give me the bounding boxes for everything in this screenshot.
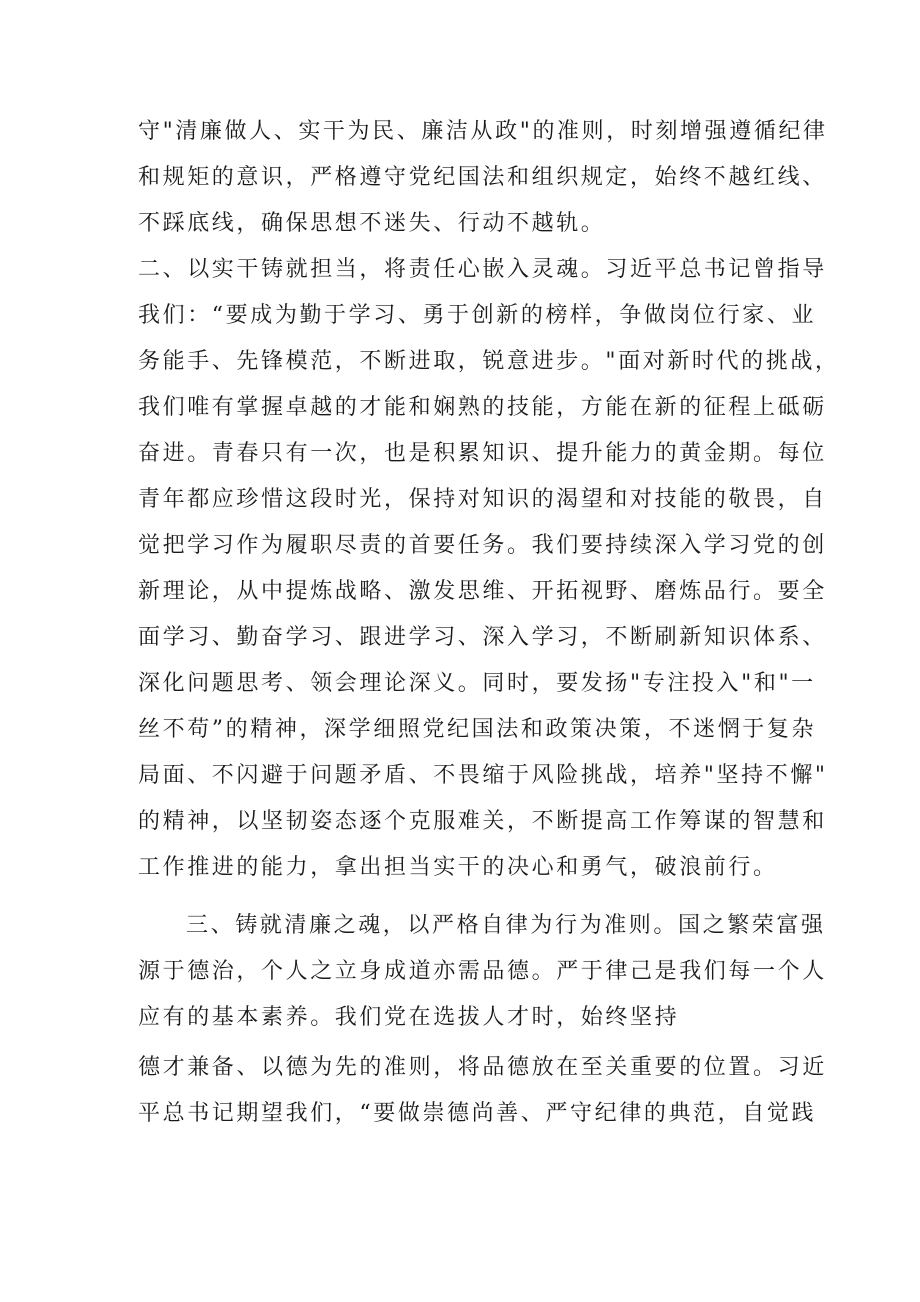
text-line-22: 平总书记期望我们，“要做崇德尚善、严守纪律的典范，自觉践 <box>138 1101 817 1126</box>
text-line-8: 奋进。青春只有一次，也是积累知识、提升能力的黄金期。每位 <box>138 441 827 466</box>
text-line-11: 新理论，从中提炼战略、激发思维、开拓视野、磨炼品行。要全 <box>138 579 827 604</box>
text-line-1: 守"清廉做人、实干为民、廉洁从政"的准则，时刻增强遵循纪律 <box>138 119 828 144</box>
text-line-20: 应有的基本素养。我们党在选拔人才时，始终坚持 <box>138 1005 680 1030</box>
text-line-2: 和规矩的意识，严格遵守党纪国法和组织规定，始终不越红线、 <box>138 165 827 190</box>
text-line-3: 不踩底线，确保思想不迷失、行动不越轨。 <box>138 211 606 236</box>
section-three-heading-line: 三、铸就清廉之魂，以严格自律为行为准则。国之繁荣富强 <box>186 913 826 938</box>
text-line-16: 的精神，以坚韧姿态逐个克服难关，不断提高工作筹谋的智慧和 <box>138 809 827 834</box>
text-line-9: 青年都应珍惜这段时光，保持对知识的渴望和对技能的敬畏，自 <box>138 487 827 512</box>
text-line-6: 务能手、先锋模范，不断进取，锐意进步。"面对新时代的挑战， <box>138 349 840 374</box>
section-two-heading-line: 二、以实干铸就担当，将责任心嵌入灵魂。习近平总书记曾指导 <box>138 257 827 282</box>
text-line-7: 我们唯有掌握卓越的才能和娴熟的技能，方能在新的征程上砥砺 <box>138 395 827 420</box>
text-line-15: 局面、不闪避于问题矛盾、不畏缩于风险挑战，培养"坚持不懈" <box>138 763 828 788</box>
text-line-17: 工作推进的能力，拿出担当实干的决心和勇气，破浪前行。 <box>138 855 778 880</box>
text-line-5: 我们：“要成为勤于学习、勇于创新的榜样，争做岗位行家、业 <box>138 303 817 328</box>
text-line-10: 觉把学习作为履职尽责的首要任务。我们要持续深入学习党的创 <box>138 533 827 558</box>
text-line-19: 源于德治，个人之立身成道亦需品德。严于律己是我们每一个人 <box>138 959 827 984</box>
text-line-13: 深化问题思考、领会理论深义。同时，要发扬"专注投入"和"一 <box>138 671 816 696</box>
text-line-14: 丝不苟”的精神，深学细照党纪国法和政策决策，不迷惘于复杂 <box>138 717 817 742</box>
text-line-21: 德才兼备、以德为先的准则，将品德放在至关重要的位置。习近 <box>138 1055 827 1080</box>
text-line-12: 面学习、勤奋学习、跟进学习、深入学习，不断刷新知识体系、 <box>138 625 827 650</box>
